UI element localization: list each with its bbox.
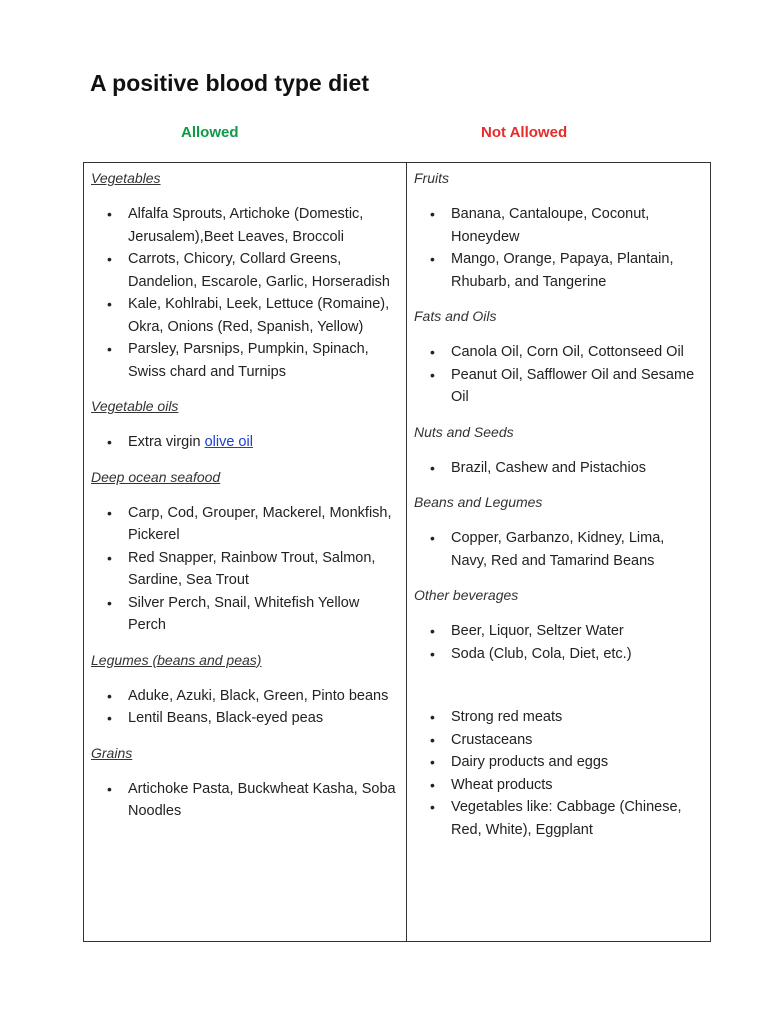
list-item: • Canola Oil, Corn Oil, Cottonseed Oil <box>414 341 704 364</box>
diet-table <box>83 162 711 942</box>
section-title: Beans and Legumes <box>414 494 543 510</box>
list-item: • Red Snapper, Rainbow Trout, Salmon, Sardine, Sea Trout <box>91 547 400 592</box>
item-list <box>414 620 704 665</box>
list-item: • Soda (Club, Cola, Diet, etc.) <box>414 643 704 666</box>
section-title: Legumes (beans and peas) <box>91 651 262 668</box>
section-deep-ocean-seafood <box>91 466 400 637</box>
spacer <box>414 677 704 706</box>
list-item: • Silver Perch, Snail, Whitefish Yellow Perch <box>91 592 400 637</box>
not-allowed-heading: Not Allowed <box>481 124 568 141</box>
allowed-heading: Allowed <box>181 124 239 141</box>
list-item: • Copper, Garbanzo, Kidney, Lima, Navy, Red and Tamarind Beans <box>414 527 704 572</box>
list-item: • Lentil Beans, Black-eyed peas <box>91 707 400 730</box>
section-beans-and-legumes <box>414 491 704 572</box>
list-item: • Kale, Kohlrabi, Leek, Lettuce (Romaine), Okra, Onions (Red, Spanish, Yellow) <box>91 293 400 338</box>
list-item: • Vegetables like: Cabbage (Chinese, Red, White), Eggplant <box>414 796 704 841</box>
list-item: • Strong red meats <box>414 706 704 729</box>
item-list <box>91 502 400 637</box>
section-title: Grains <box>91 744 133 761</box>
list-item: • Parsley, Parsnips, Pumpkin, Spinach, Swiss chard and Turnips <box>91 338 400 383</box>
section-grains <box>91 742 400 823</box>
page-title: A positive blood type diet <box>90 70 369 96</box>
extra-item-list <box>414 706 704 841</box>
list-item: • Dairy products and eggs <box>414 751 704 774</box>
item-list <box>91 778 400 823</box>
item-list <box>414 457 704 480</box>
list-item: • Peanut Oil, Safflower Oil and Sesame Oil <box>414 364 704 409</box>
list-item: • Brazil, Cashew and Pistachios <box>414 457 704 480</box>
section-vegetables <box>91 167 400 383</box>
section-fats-and-oils <box>414 305 704 409</box>
list-item: • Alfalfa Sprouts, Artichoke (Domestic, Jerusalem),Beet Leaves, Broccoli <box>91 203 400 248</box>
section-title: Vegetable oils <box>91 398 179 414</box>
section-title: Nuts and Seeds <box>414 423 514 440</box>
list-item: • Aduke, Azuki, Black, Green, Pinto beans <box>91 685 400 708</box>
olive-oil-link[interactable]: olive oil <box>204 434 253 450</box>
list-item <box>91 431 400 454</box>
list-item: • Beer, Liquor, Seltzer Water <box>414 620 704 643</box>
section-title: Vegetables <box>91 170 161 186</box>
section-title: Deep ocean seafood <box>91 468 221 485</box>
list-item: • Carp, Cod, Grouper, Mackerel, Monkfish, Pickerel <box>91 502 400 547</box>
list-item: • Artichoke Pasta, Buckwheat Kasha, Soba Noodles <box>91 778 400 823</box>
item-list <box>91 203 400 383</box>
section-title: Fruits <box>414 170 449 186</box>
section-fruits <box>414 167 704 293</box>
section-vegetable-oils <box>91 395 400 454</box>
section-legumes <box>91 649 400 730</box>
list-item: • Banana, Cantaloupe, Coconut, Honeydew <box>414 203 704 248</box>
item-list <box>91 685 400 730</box>
item-list <box>414 203 704 293</box>
not-allowed-column <box>407 163 710 941</box>
section-other-beverages <box>414 584 704 665</box>
list-item: • Mango, Orange, Papaya, Plantain, Rhubarb, and Tangerine <box>414 248 704 293</box>
item-text: Extra virgin <box>128 434 205 450</box>
item-list <box>91 431 400 454</box>
list-item: • Crustaceans <box>414 729 704 752</box>
section-title: Other beverages <box>414 587 519 603</box>
list-item: • Carrots, Chicory, Collard Greens, Dandelion, Escarole, Garlic, Horseradish <box>91 248 400 293</box>
section-nuts-and-seeds <box>414 421 704 480</box>
item-list <box>414 341 704 409</box>
section-title: Fats and Oils <box>414 308 497 324</box>
item-list <box>414 527 704 572</box>
list-item: • Wheat products <box>414 774 704 797</box>
allowed-column <box>84 163 407 941</box>
